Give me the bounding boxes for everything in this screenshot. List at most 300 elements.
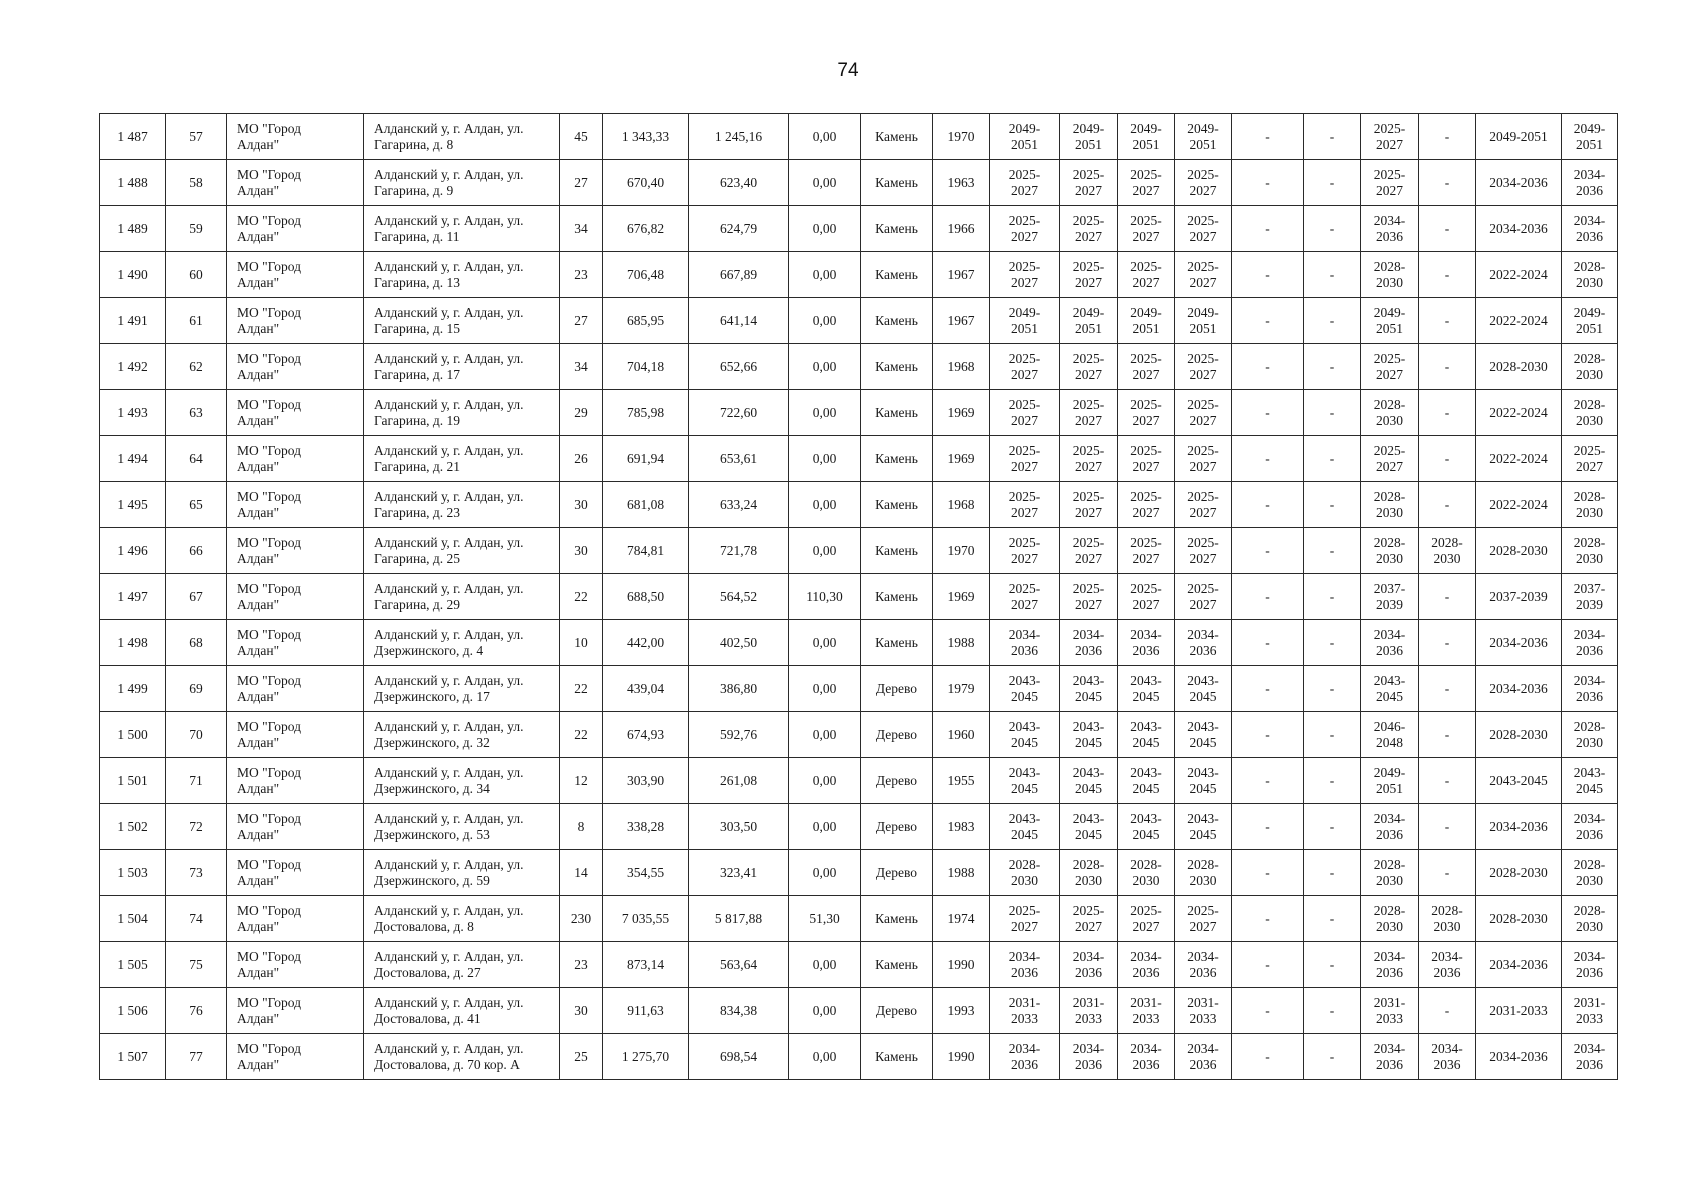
cell-municipality: МО "Город Алдан" [227,1034,364,1080]
cell-period-4: 2049- 2051 [1175,114,1232,160]
cell-period-4: 2043- 2045 [1175,712,1232,758]
cell-residents: 30 [560,482,603,528]
cell-period-4: 2043- 2045 [1175,804,1232,850]
cell-row-number: 76 [166,988,227,1034]
cell-period-1: 2025- 2027 [990,344,1060,390]
cell-nonresidential-area: 0,00 [789,482,861,528]
cell-period-7: 2028- 2030 [1361,896,1419,942]
cell-period-6: - [1304,482,1361,528]
cell-period-9: 2049-2051 [1476,114,1562,160]
cell-living-area: 592,76 [689,712,789,758]
cell-wall-material: Камень [861,390,933,436]
cell-residents: 34 [560,344,603,390]
cell-address: Алданский у, г. Алдан, ул. Гагарина, д. 23 [364,482,560,528]
cell-municipality: МО "Город Алдан" [227,804,364,850]
cell-year-built: 1990 [933,942,990,988]
cell-period-4: 2025- 2027 [1175,390,1232,436]
cell-period-9: 2022-2024 [1476,482,1562,528]
cell-registry-number: 1 489 [100,206,166,252]
cell-registry-number: 1 488 [100,160,166,206]
cell-period-2: 2025- 2027 [1060,160,1118,206]
cell-living-area: 653,61 [689,436,789,482]
cell-registry-number: 1 502 [100,804,166,850]
table-body [100,114,1618,1080]
cell-period-5: - [1232,482,1304,528]
cell-period-4: 2031- 2033 [1175,988,1232,1034]
cell-period-5: - [1232,160,1304,206]
cell-period-5: - [1232,206,1304,252]
cell-period-4: 2034- 2036 [1175,1034,1232,1080]
cell-period-2: 2034- 2036 [1060,1034,1118,1080]
cell-period-1: 2025- 2027 [990,574,1060,620]
cell-period-5: - [1232,252,1304,298]
cell-period-2: 2025- 2027 [1060,436,1118,482]
table-row [100,114,1618,160]
cell-wall-material: Дерево [861,850,933,896]
cell-period-1: 2034- 2036 [990,620,1060,666]
cell-period-8: - [1419,482,1476,528]
cell-period-8: 2028- 2030 [1419,896,1476,942]
cell-municipality: МО "Город Алдан" [227,482,364,528]
table-row [100,758,1618,804]
cell-registry-number: 1 507 [100,1034,166,1080]
cell-row-number: 72 [166,804,227,850]
cell-residents: 22 [560,712,603,758]
table-row [100,298,1618,344]
cell-period-3: 2049- 2051 [1118,298,1175,344]
cell-period-5: - [1232,344,1304,390]
cell-nonresidential-area: 0,00 [789,988,861,1034]
cell-period-1: 2025- 2027 [990,528,1060,574]
cell-nonresidential-area: 51,30 [789,896,861,942]
cell-year-built: 1969 [933,390,990,436]
cell-period-1: 2043- 2045 [990,804,1060,850]
cell-period-2: 2028- 2030 [1060,850,1118,896]
cell-period-4: 2043- 2045 [1175,666,1232,712]
cell-period-1: 2034- 2036 [990,1034,1060,1080]
cell-period-5: - [1232,114,1304,160]
cell-period-3: 2025- 2027 [1118,206,1175,252]
cell-residents: 29 [560,390,603,436]
cell-year-built: 1979 [933,666,990,712]
cell-period-6: - [1304,666,1361,712]
cell-period-1: 2025- 2027 [990,482,1060,528]
cell-period-2: 2034- 2036 [1060,620,1118,666]
table-row [100,666,1618,712]
cell-registry-number: 1 499 [100,666,166,712]
cell-year-built: 1969 [933,574,990,620]
cell-residents: 26 [560,436,603,482]
cell-period-7: 2031- 2033 [1361,988,1419,1034]
cell-period-6: - [1304,896,1361,942]
cell-row-number: 67 [166,574,227,620]
cell-municipality: МО "Город Алдан" [227,436,364,482]
cell-total-area: 688,50 [603,574,689,620]
cell-nonresidential-area: 0,00 [789,252,861,298]
cell-period-4: 2025- 2027 [1175,896,1232,942]
cell-total-area: 706,48 [603,252,689,298]
cell-address: Алданский у, г. Алдан, ул. Гагарина, д. 9 [364,160,560,206]
cell-registry-number: 1 498 [100,620,166,666]
cell-residents: 30 [560,988,603,1034]
cell-wall-material: Дерево [861,712,933,758]
cell-period-9: 2034-2036 [1476,1034,1562,1080]
cell-period-6: - [1304,620,1361,666]
cell-registry-number: 1 487 [100,114,166,160]
cell-period-6: - [1304,206,1361,252]
cell-period-8: 2034- 2036 [1419,942,1476,988]
cell-living-area: 698,54 [689,1034,789,1080]
cell-living-area: 564,52 [689,574,789,620]
cell-registry-number: 1 495 [100,482,166,528]
cell-period-7: 2037- 2039 [1361,574,1419,620]
cell-total-area: 784,81 [603,528,689,574]
cell-living-area: 261,08 [689,758,789,804]
cell-row-number: 69 [166,666,227,712]
cell-year-built: 1967 [933,252,990,298]
cell-period-10: 2028- 2030 [1562,896,1618,942]
cell-year-built: 1988 [933,620,990,666]
cell-period-3: 2025- 2027 [1118,436,1175,482]
cell-period-9: 2043-2045 [1476,758,1562,804]
cell-registry-number: 1 493 [100,390,166,436]
cell-period-3: 2025- 2027 [1118,390,1175,436]
cell-period-4: 2025- 2027 [1175,482,1232,528]
cell-period-3: 2025- 2027 [1118,528,1175,574]
table-row [100,574,1618,620]
cell-period-1: 2025- 2027 [990,390,1060,436]
page-number: 74 [837,60,859,81]
cell-year-built: 1970 [933,528,990,574]
cell-period-6: - [1304,390,1361,436]
cell-row-number: 73 [166,850,227,896]
cell-period-8: - [1419,666,1476,712]
cell-period-3: 2025- 2027 [1118,160,1175,206]
cell-period-6: - [1304,160,1361,206]
cell-period-10: 2043- 2045 [1562,758,1618,804]
cell-period-8: - [1419,620,1476,666]
cell-residents: 12 [560,758,603,804]
cell-period-1: 2049- 2051 [990,298,1060,344]
table-row [100,988,1618,1034]
cell-period-4: 2049- 2051 [1175,298,1232,344]
cell-wall-material: Камень [861,114,933,160]
cell-residents: 30 [560,528,603,574]
cell-period-3: 2034- 2036 [1118,1034,1175,1080]
cell-period-8: 2034- 2036 [1419,1034,1476,1080]
cell-period-7: 2049- 2051 [1361,758,1419,804]
table-row [100,896,1618,942]
cell-period-7: 2034- 2036 [1361,804,1419,850]
table-row [100,206,1618,252]
cell-period-2: 2043- 2045 [1060,712,1118,758]
cell-total-area: 354,55 [603,850,689,896]
cell-period-2: 2049- 2051 [1060,298,1118,344]
cell-year-built: 1963 [933,160,990,206]
cell-period-1: 2025- 2027 [990,896,1060,942]
cell-period-7: 2046- 2048 [1361,712,1419,758]
cell-wall-material: Дерево [861,804,933,850]
cell-period-1: 2043- 2045 [990,712,1060,758]
table-row [100,160,1618,206]
cell-total-area: 303,90 [603,758,689,804]
cell-total-area: 439,04 [603,666,689,712]
cell-municipality: МО "Город Алдан" [227,712,364,758]
table-row [100,712,1618,758]
cell-period-6: - [1304,850,1361,896]
cell-registry-number: 1 506 [100,988,166,1034]
cell-period-8: - [1419,344,1476,390]
cell-period-7: 2025- 2027 [1361,114,1419,160]
cell-nonresidential-area: 110,30 [789,574,861,620]
cell-row-number: 62 [166,344,227,390]
cell-period-2: 2025- 2027 [1060,896,1118,942]
cell-row-number: 59 [166,206,227,252]
cell-wall-material: Дерево [861,666,933,712]
cell-municipality: МО "Город Алдан" [227,298,364,344]
cell-nonresidential-area: 0,00 [789,1034,861,1080]
cell-period-6: - [1304,114,1361,160]
cell-period-5: - [1232,850,1304,896]
cell-period-4: 2028- 2030 [1175,850,1232,896]
cell-period-10: 2049- 2051 [1562,298,1618,344]
cell-period-7: 2028- 2030 [1361,528,1419,574]
cell-period-1: 2034- 2036 [990,942,1060,988]
cell-address: Алданский у, г. Алдан, ул. Дзержинского, д. 32 [364,712,560,758]
cell-municipality: МО "Город Алдан" [227,114,364,160]
cell-year-built: 1955 [933,758,990,804]
cell-living-area: 1 245,16 [689,114,789,160]
table-row [100,804,1618,850]
cell-nonresidential-area: 0,00 [789,850,861,896]
cell-registry-number: 1 496 [100,528,166,574]
cell-period-3: 2025- 2027 [1118,574,1175,620]
cell-period-1: 2028- 2030 [990,850,1060,896]
cell-period-10: 2034- 2036 [1562,620,1618,666]
cell-period-7: 2028- 2030 [1361,252,1419,298]
cell-period-8: - [1419,298,1476,344]
cell-period-8: - [1419,114,1476,160]
cell-nonresidential-area: 0,00 [789,114,861,160]
cell-period-6: - [1304,1034,1361,1080]
cell-row-number: 66 [166,528,227,574]
cell-living-area: 563,64 [689,942,789,988]
cell-nonresidential-area: 0,00 [789,160,861,206]
cell-period-4: 2025- 2027 [1175,160,1232,206]
cell-row-number: 68 [166,620,227,666]
cell-period-6: - [1304,804,1361,850]
cell-row-number: 71 [166,758,227,804]
cell-period-6: - [1304,758,1361,804]
cell-address: Алданский у, г. Алдан, ул. Гагарина, д. 21 [364,436,560,482]
cell-total-area: 911,63 [603,988,689,1034]
cell-period-9: 2028-2030 [1476,712,1562,758]
cell-row-number: 64 [166,436,227,482]
cell-period-8: - [1419,252,1476,298]
cell-nonresidential-area: 0,00 [789,620,861,666]
cell-wall-material: Камень [861,942,933,988]
table-row [100,390,1618,436]
cell-period-7: 2028- 2030 [1361,482,1419,528]
cell-period-7: 2028- 2030 [1361,390,1419,436]
cell-wall-material: Камень [861,482,933,528]
cell-period-8: - [1419,850,1476,896]
cell-period-3: 2025- 2027 [1118,252,1175,298]
cell-period-2: 2031- 2033 [1060,988,1118,1034]
cell-wall-material: Камень [861,436,933,482]
cell-period-10: 2049- 2051 [1562,114,1618,160]
cell-period-9: 2034-2036 [1476,620,1562,666]
cell-period-6: - [1304,436,1361,482]
cell-municipality: МО "Город Алдан" [227,344,364,390]
cell-residents: 45 [560,114,603,160]
cell-period-10: 2034- 2036 [1562,804,1618,850]
cell-total-area: 691,94 [603,436,689,482]
cell-municipality: МО "Город Алдан" [227,206,364,252]
cell-year-built: 1960 [933,712,990,758]
cell-municipality: МО "Город Алдан" [227,390,364,436]
cell-registry-number: 1 497 [100,574,166,620]
cell-period-2: 2043- 2045 [1060,666,1118,712]
cell-municipality: МО "Город Алдан" [227,850,364,896]
cell-period-10: 2025- 2027 [1562,436,1618,482]
cell-period-1: 2043- 2045 [990,666,1060,712]
cell-period-10: 2034- 2036 [1562,206,1618,252]
cell-period-10: 2031- 2033 [1562,988,1618,1034]
cell-wall-material: Дерево [861,988,933,1034]
cell-address: Алданский у, г. Алдан, ул. Дзержинского, д. 59 [364,850,560,896]
cell-living-area: 323,41 [689,850,789,896]
cell-address: Алданский у, г. Алдан, ул. Гагарина, д. 17 [364,344,560,390]
cell-address: Алданский у, г. Алдан, ул. Дзержинского, д. 34 [364,758,560,804]
cell-period-1: 2049- 2051 [990,114,1060,160]
cell-period-9: 2022-2024 [1476,298,1562,344]
cell-wall-material: Камень [861,574,933,620]
cell-year-built: 1966 [933,206,990,252]
cell-period-4: 2025- 2027 [1175,344,1232,390]
cell-residents: 23 [560,942,603,988]
cell-period-3: 2031- 2033 [1118,988,1175,1034]
cell-period-3: 2043- 2045 [1118,758,1175,804]
cell-period-8: - [1419,712,1476,758]
cell-period-7: 2025- 2027 [1361,160,1419,206]
cell-period-5: - [1232,988,1304,1034]
cell-address: Алданский у, г. Алдан, ул. Дзержинского, д. 17 [364,666,560,712]
cell-period-10: 2028- 2030 [1562,528,1618,574]
cell-period-3: 2049- 2051 [1118,114,1175,160]
cell-year-built: 1990 [933,1034,990,1080]
cell-period-2: 2043- 2045 [1060,804,1118,850]
cell-period-2: 2043- 2045 [1060,758,1118,804]
cell-period-4: 2025- 2027 [1175,574,1232,620]
cell-residents: 27 [560,160,603,206]
cell-residents: 25 [560,1034,603,1080]
cell-registry-number: 1 500 [100,712,166,758]
table-row [100,528,1618,574]
cell-period-8: - [1419,758,1476,804]
cell-nonresidential-area: 0,00 [789,942,861,988]
cell-period-3: 2043- 2045 [1118,804,1175,850]
cell-address: Алданский у, г. Алдан, ул. Достовалова, д. 70 кор. А [364,1034,560,1080]
cell-row-number: 77 [166,1034,227,1080]
cell-nonresidential-area: 0,00 [789,206,861,252]
cell-address: Алданский у, г. Алдан, ул. Гагарина, д. 25 [364,528,560,574]
cell-row-number: 58 [166,160,227,206]
cell-year-built: 1988 [933,850,990,896]
cell-period-10: 2028- 2030 [1562,850,1618,896]
cell-residents: 8 [560,804,603,850]
cell-row-number: 63 [166,390,227,436]
cell-period-7: 2034- 2036 [1361,942,1419,988]
cell-address: Алданский у, г. Алдан, ул. Гагарина, д. 8 [364,114,560,160]
cell-row-number: 70 [166,712,227,758]
cell-municipality: МО "Город Алдан" [227,252,364,298]
cell-period-7: 2028- 2030 [1361,850,1419,896]
cell-period-10: 2034- 2036 [1562,1034,1618,1080]
cell-period-2: 2025- 2027 [1060,206,1118,252]
cell-period-5: - [1232,942,1304,988]
cell-year-built: 1970 [933,114,990,160]
cell-period-8: - [1419,160,1476,206]
cell-period-5: - [1232,620,1304,666]
cell-period-4: 2034- 2036 [1175,620,1232,666]
cell-address: Алданский у, г. Алдан, ул. Дзержинского, д. 4 [364,620,560,666]
cell-period-9: 2034-2036 [1476,804,1562,850]
cell-total-area: 785,98 [603,390,689,436]
cell-address: Алданский у, г. Алдан, ул. Гагарина, д. 13 [364,252,560,298]
cell-period-6: - [1304,988,1361,1034]
cell-period-5: - [1232,528,1304,574]
cell-year-built: 1974 [933,896,990,942]
cell-period-8: - [1419,206,1476,252]
cell-municipality: МО "Город Алдан" [227,758,364,804]
cell-address: Алданский у, г. Алдан, ул. Гагарина, д. 11 [364,206,560,252]
cell-period-4: 2025- 2027 [1175,436,1232,482]
cell-period-8: - [1419,574,1476,620]
cell-row-number: 60 [166,252,227,298]
cell-period-3: 2034- 2036 [1118,620,1175,666]
cell-period-2: 2025- 2027 [1060,390,1118,436]
cell-registry-number: 1 490 [100,252,166,298]
cell-period-1: 2025- 2027 [990,206,1060,252]
cell-period-10: 2028- 2030 [1562,482,1618,528]
cell-living-area: 641,14 [689,298,789,344]
cell-period-10: 2028- 2030 [1562,252,1618,298]
cell-period-4: 2034- 2036 [1175,942,1232,988]
cell-period-5: - [1232,804,1304,850]
cell-living-area: 386,80 [689,666,789,712]
cell-period-2: 2025- 2027 [1060,344,1118,390]
cell-total-area: 704,18 [603,344,689,390]
cell-period-3: 2043- 2045 [1118,666,1175,712]
cell-period-6: - [1304,252,1361,298]
cell-period-7: 2034- 2036 [1361,620,1419,666]
cell-total-area: 873,14 [603,942,689,988]
cell-year-built: 1983 [933,804,990,850]
cell-address: Алданский у, г. Алдан, ул. Гагарина, д. 15 [364,298,560,344]
cell-wall-material: Дерево [861,758,933,804]
cell-row-number: 65 [166,482,227,528]
cell-period-6: - [1304,528,1361,574]
cell-period-5: - [1232,436,1304,482]
cell-municipality: МО "Город Алдан" [227,620,364,666]
cell-residents: 230 [560,896,603,942]
cell-period-7: 2034- 2036 [1361,206,1419,252]
cell-period-3: 2028- 2030 [1118,850,1175,896]
cell-registry-number: 1 505 [100,942,166,988]
cell-residents: 34 [560,206,603,252]
cell-address: Алданский у, г. Алдан, ул. Гагарина, д. 29 [364,574,560,620]
